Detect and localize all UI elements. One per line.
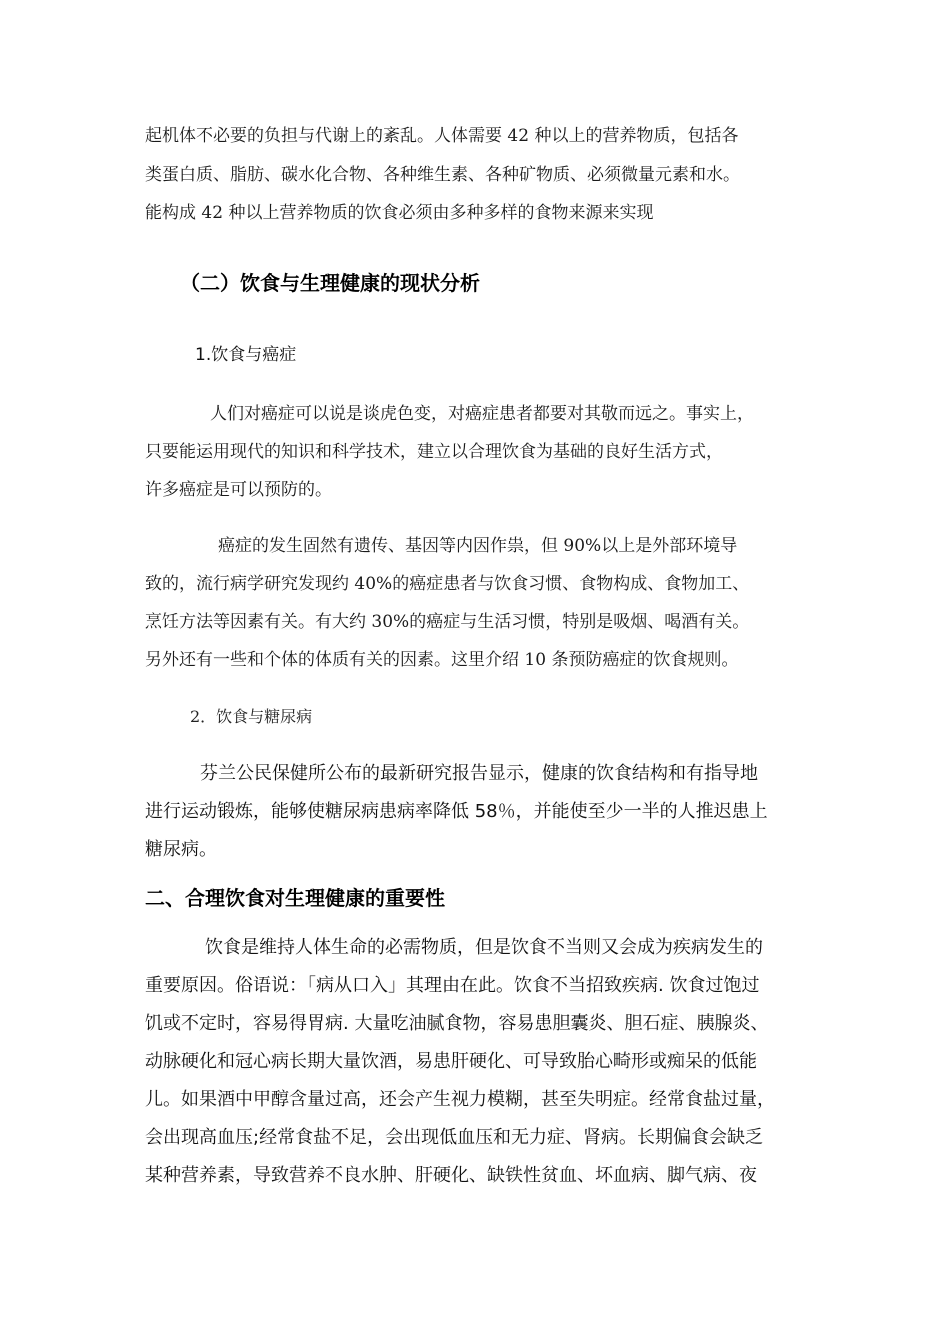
subsection-heading: 2．饮食与糖尿病 — [190, 707, 313, 726]
text-line: 芬兰公民保健所公布的最新研究报告显示，健康的饮食结构和有指导地 — [200, 763, 758, 784]
text-line: 起机体不必要的负担与代谢上的紊乱。人体需要 42 种以上的营养物质，包括各 — [145, 126, 739, 146]
text-line: 儿。如果酒中甲醇含量过高，还会产生视力模糊，甚至失明症。经常食盐过量， — [145, 1089, 775, 1110]
text-line: 致的，流行病学研究发现约 40%的癌症患者与饮食习惯、食物构成、食物加工、 — [145, 574, 750, 594]
text-line: 另外还有一些和个体的体质有关的因素。这里介绍 10 条预防癌症的饮食规则。 — [145, 650, 739, 670]
text-line: 人们对癌症可以说是谈虎色变，对癌症患者都要对其敬而远之。事实上， — [210, 404, 754, 424]
text-line: 糖尿病。 — [145, 839, 217, 860]
text-line: 动脉硬化和冠心病长期大量饮酒，易患肝硬化、可导致胎心畸形或痴呆的低能 — [145, 1051, 757, 1072]
text-line: 会出现高血压;经常食盐不足，会出现低血压和无力症、肾病。长期偏食会缺乏 — [145, 1127, 764, 1148]
section-heading: （二）饮食与生理健康的现状分析 — [180, 271, 480, 295]
text-line: 许多癌症是可以预防的。 — [145, 480, 332, 500]
text-line: 癌症的发生固然有遗传、基因等内因作祟，但 90%以上是外部环境导 — [218, 536, 738, 556]
text-line: 类蛋白质、脂肪、碳水化合物、各种维生素、各种矿物质、必须微量元素和水。 — [145, 165, 740, 185]
text-line: 只要能运用现代的知识和科学技术，建立以合理饮食为基础的良好生活方式， — [145, 442, 723, 462]
text-line: 重要原因。俗语说：「病从口入」其理由在此。饮食不当招致疾病. 饮食过饱过 — [145, 975, 760, 996]
text-line: 进行运动锻炼，能够使糖尿病患病率降低 58％，并能使至少一半的人推迟患上 — [145, 801, 768, 822]
chapter-heading: 二、合理饮食对生理健康的重要性 — [145, 886, 445, 910]
text-line: 某种营养素，导致营养不良水肿、肝硬化、缺铁性贫血、坏血病、脚气病、夜 — [145, 1165, 757, 1186]
text-line: 饥或不定时，容易得胃病. 大量吃油腻食物，容易患胆囊炎、胆石症、胰腺炎、 — [145, 1013, 769, 1034]
text-line: 烹饪方法等因素有关。有大约 30%的癌症与生活习惯，特别是吸烟、喝酒有关。 — [145, 612, 750, 632]
text-line: 饮食是维持人体生命的必需物质，但是饮食不当则又会成为疾病发生的 — [205, 937, 763, 958]
subsection-heading: 1.饮食与癌症 — [195, 345, 297, 365]
text-line: 能构成 42 种以上营养物质的饮食必须由多种多样的食物来源来实现 — [145, 203, 654, 223]
